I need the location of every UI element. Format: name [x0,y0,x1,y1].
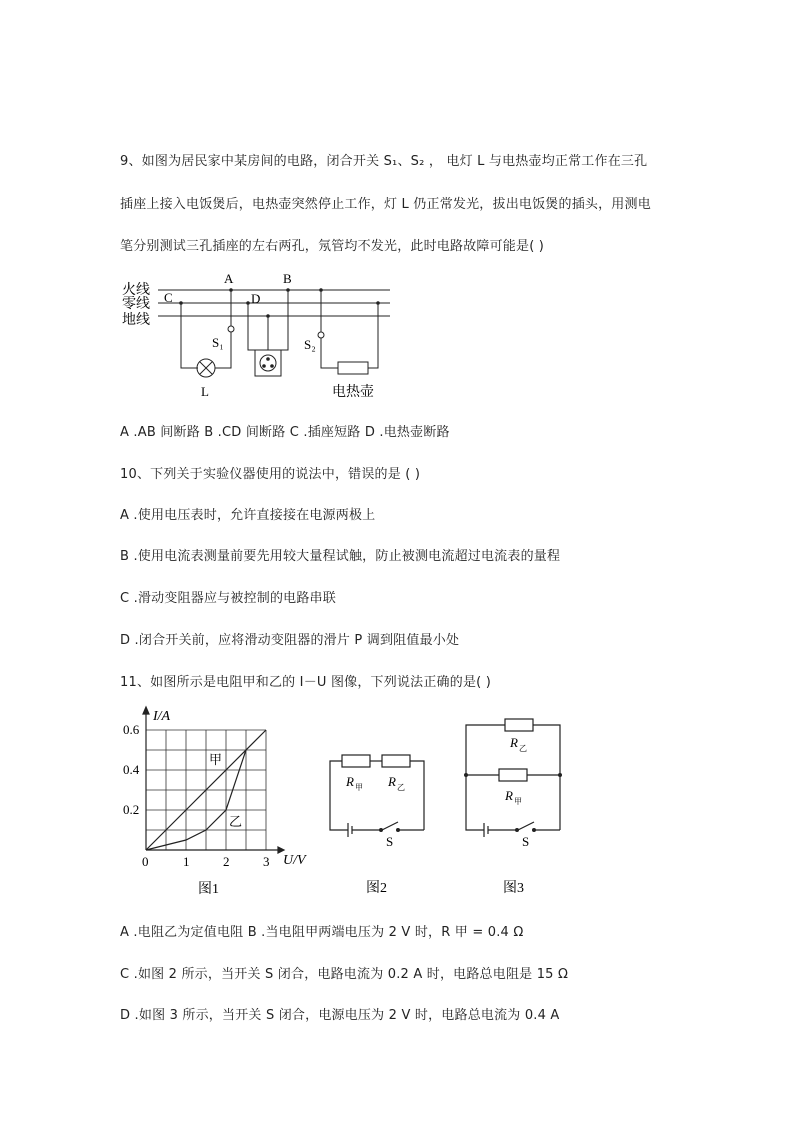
y-tick-0-4: 0.4 [123,762,140,777]
live-wire-label: 火线 [122,283,150,298]
figure2-caption: 图2 [366,881,387,896]
x-tick-1: 1 [183,854,190,869]
y-tick-0-2: 0.2 [123,802,140,817]
figure3-caption: 图3 [503,881,524,896]
switch-s-label: S [386,834,394,849]
point-d-label: D [251,291,261,306]
figure1-caption: 图1 [198,882,219,897]
y-axis-label: I/A [153,709,171,724]
q9-options: A .AB 间断路 B .CD 间断路 C .插座短路 D .电热壶断路 [120,425,450,440]
series-circuit-figure2 [322,740,432,900]
q11-option-c: C .如图 2 所示，当开关 S 闭合，电路电流为 0.2 A 时，电路总电阻是 15 Ω [120,967,569,982]
point-b-label: B [283,271,292,286]
x-axis-label: U/V [283,853,306,868]
q10-option-d: D .闭合开关前，应将滑动变阻器的滑片 P 调到阻值最小处 [120,633,460,648]
series-yi-label: 乙 [229,815,243,830]
q11-stem: 11、如图所示是电阻甲和乙的 I－U 图像，下列说法正确的是( ) [120,675,492,690]
kettle-label: 电热壶 [332,385,374,400]
q9-stem-line2: 插座上接入电饭煲后，电热壶突然停止工作，灯 L 仍正常发光，拔出电饭煲的插头，用测电 [120,197,651,212]
r-yi-subscript-fig3: 乙 [519,744,527,753]
lamp-label: L [201,384,209,399]
r-jia-label: R [346,774,354,789]
q11-options-ab: A .电阻乙为定值电阻 B .当电阻甲两端电压为 2 V 时，R 甲 = 0.4 Ω [120,925,524,940]
ground-wire-label: 地线 [122,313,150,328]
switch-s1-label: S₁ [212,335,224,350]
point-c-label: C [164,290,173,305]
r-yi-subscript: 乙 [397,783,405,792]
r-yi-label-fig3: R [510,735,518,750]
q10-option-b: B .使用电流表测量前要先用较大量程试触，防止被测电流超过电流表的量程 [120,549,561,564]
y-tick-0-6: 0.6 [123,722,140,737]
switch-s2-label: S₂ [304,337,316,352]
point-a-label: A [224,271,234,286]
q9-stem-line1: 9、如图为居民家中某房间的电路，闭合开关 S₁、S₂ ， 电灯 L 与电热壶均正常工作在三孔 [120,154,648,169]
x-tick-2: 2 [223,854,230,869]
q9-household-circuit-figure [118,268,398,404]
series-jia-label: 甲 [209,753,223,768]
r-jia-subscript-fig3: 甲 [514,797,522,806]
q9-stem-line3: 笔分别测试三孔插座的左右两孔，氖管均不发光，此时电路故障可能是( ) [120,239,545,254]
q11-option-d: D .如图 3 所示，当开关 S 闭合，电源电压为 2 V 时，电路总电流为 0.4 A [120,1008,560,1023]
switch-s-label-fig3: S [522,834,530,849]
q10-option-c: C .滑动变阻器应与被控制的电路串联 [120,591,336,606]
q10-option-a: A .使用电压表时，允许直接接在电源两极上 [120,508,376,523]
neutral-wire-label: 零线 [122,297,150,312]
r-jia-label-fig3: R [505,788,513,803]
iu-graph-figure1 [116,700,316,900]
r-jia-subscript: 甲 [355,783,363,792]
parallel-circuit-figure3 [458,712,568,900]
x-tick-0: 0 [142,854,149,869]
r-yi-label: R [388,774,396,789]
q10-stem: 10、下列关于实验仪器使用的说法中，错误的是 ( ) [120,467,421,482]
x-tick-3: 3 [263,854,270,869]
